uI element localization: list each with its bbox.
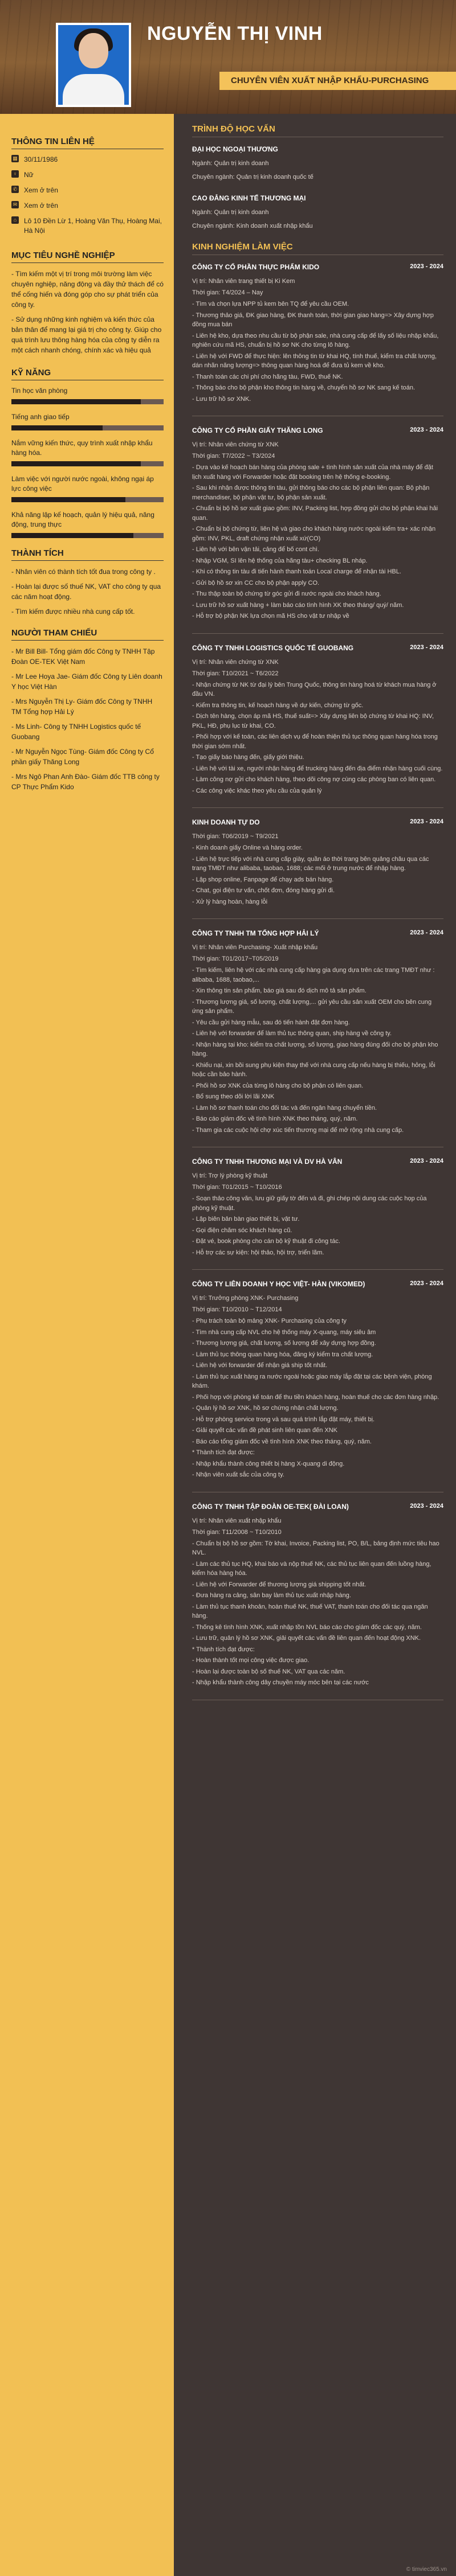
- job-duty: - Dịch tên hàng, chọn áp mã HS, thuế suất=> Xây dựng liên bộ chứng từ khai HQ: INV, PKL, HĐ, phụ lục từ khai, CO.: [192, 713, 434, 729]
- job-duties: [192, 463, 443, 621]
- job-duty: - Tìm và chọn lựa NPP tủ kem bên TQ để yêu cầu OEM.: [192, 301, 349, 307]
- job-header: [192, 929, 443, 937]
- skill-bar-fill: [11, 497, 125, 502]
- watermark: © timviec365.vn: [406, 2566, 447, 2573]
- gender-icon: ♀: [11, 170, 19, 178]
- job-duty: - Thu thập toàn bộ chứng từ góc gửi đi nước ngoài cho khách hàng.: [192, 590, 381, 597]
- job-header: [192, 644, 443, 652]
- job-duty: - Lưu trữ hồ sơ XNK.: [192, 395, 251, 403]
- school-name: CAO ĐẲNG KINH TẾ THƯƠNG MẠI: [192, 194, 306, 202]
- job-entry: [192, 1503, 443, 1700]
- calendar-icon: ▦: [11, 155, 19, 162]
- job-duty: - Hỗ trợ các sự kiện: hội thảo, hội trợ, triển lãm.: [192, 1249, 324, 1256]
- job-company: CÔNG TY CỔ PHẦN THỰC PHẨM KIDO: [192, 263, 320, 271]
- skill-bar-fill: [11, 533, 133, 538]
- email-icon: ✉: [11, 201, 19, 208]
- job-duty: - Thanh toán các chi phí cho hãng tàu, FWD, thuế NK.: [192, 373, 343, 380]
- job-time: Thời gian: T11/2008 ~ T10/2010: [192, 1528, 282, 1536]
- job-duty: * Thành tích đạt được:: [192, 1646, 255, 1653]
- job-entry: [192, 818, 443, 919]
- job-entry: [192, 1280, 443, 1492]
- job-duty: - Thống kê tình hình XNK, xuất nhập tồn NVL báo cáo cho giám đốc các quý, năm.: [192, 1623, 422, 1631]
- job-duties: [192, 1539, 443, 1688]
- job-duty: - Tìm kiếm, liên hệ với các nhà cung cấp hàng gia dụng dựa trên các trang TMĐT như : alibaba, 1688, taobao,...: [192, 967, 435, 983]
- job-duty: - Chuẩn bị bộ chứng từ, liên hệ và giao cho khách hàng nước ngoài kiểm tra+ xác nhận gồm: INV, PKL, draft chứng nhận xuất xứ(CO): [192, 526, 436, 542]
- achievements-title: THÀNH TÍCH: [11, 548, 164, 561]
- job-duty: - Lập shop online, Fanpage để chạy ads bán hàng.: [192, 876, 334, 883]
- objective-text: - Sử dụng những kinh nghiệm và kiến thức của bản thân để mang lại giá trị cho công ty. Giúp cho quá trình lưu thông hàng hóa của công ty diễn ra một cách nhanh chóng, chính xác và hiệu quả: [11, 315, 162, 354]
- references-title: NGƯỜI THAM CHIẾU: [11, 628, 164, 641]
- contact-text: Xem ở trên: [24, 202, 58, 210]
- job-duty: - Liên hệ với forwarder để nhận giá ship tốt nhất.: [192, 1362, 328, 1369]
- contact-phone[interactable]: [11, 186, 164, 195]
- photo-shirt: [63, 74, 124, 107]
- location-icon: ⌂: [11, 216, 19, 224]
- job-duty: - Làm thủ tục thông quan hàng hóa, đăng ký kiểm tra chất lượng.: [192, 1351, 373, 1358]
- contact-birthdate: [11, 155, 164, 165]
- job-duty: - Sau khi nhận được thông tin tàu, gửi thông báo cho các bộ phận liên quan: Bộ phận merchandiser, bộ phận vật tư, bộ phận sản xuất.: [192, 485, 430, 501]
- school-major: Ngành: Quản trị kinh doanh: [192, 160, 269, 167]
- education-title: TRÌNH ĐỘ HỌC VẤN: [192, 124, 443, 137]
- achievement-item: - Nhân viên có thành tích tốt đua trong công ty .: [11, 568, 156, 576]
- job-company: CÔNG TY TNHH THƯƠNG MẠI VÀ DV HÀ VÂN: [192, 1158, 343, 1166]
- job-duty: - Làm các thủ tục HQ, khai báo và nộp thuế NK, các thủ tục liên quan đến luồng hàng, kiểm hóa hàng hóa.: [192, 1560, 431, 1577]
- skill-bar-fill: [11, 399, 141, 404]
- job-duty: - Liên hệ với bên vận tải, cảng để bố cont chì.: [192, 546, 320, 553]
- job-entry: [192, 426, 443, 634]
- job-entry: [192, 263, 443, 416]
- job-duty: - Chuẩn bị bộ hồ sơ xuất giao gồm: INV, Packing list, hợp đồng gửi cho bộ phận khai hải quan.: [192, 505, 438, 522]
- job-duty: - Bổ sung theo dõi lời lãi XNK: [192, 1093, 275, 1100]
- job-duty: - Các công việc khác theo yêu cầu của quản lý: [192, 787, 322, 794]
- skill-bar-fill: [11, 425, 103, 430]
- job-role: Vị trí: Trưởng phòng XNK- Purchasing: [192, 1295, 299, 1302]
- reference-item: - Mrs Nguyễn Thị Ly- Giám đốc Công ty TNHH TM Tổng hợp Hải Lý: [11, 698, 153, 716]
- reference-item: - Ms Linh- Công ty TNHH Logistics quốc tế Guobang: [11, 723, 141, 741]
- job-time: Thời gian: T7/2022 ~ T3/2024: [192, 453, 275, 460]
- job-duty: - Liên hệ trực tiếp với nhà cung cấp giày, quần áo thời trang bên quảng châu qua các trang TMĐT như alibaba, taobao, 1688; các mối ở trung nước để nhập hàng.: [192, 855, 429, 872]
- right-column: [174, 114, 456, 2576]
- job-time: Thời gian: T10/2010 ~ T12/2014: [192, 1306, 282, 1313]
- job-duty: - Kiểm tra thông tin, kế hoạch hàng về dự kiến, chứng từ gốc.: [192, 702, 364, 709]
- job-role: Vị trí: Nhân viên trang thiết bị Ki Kem: [192, 278, 295, 285]
- job-duty: - Hỗ trợ bộ phận NK lựa chọn mã HS cho vật tư nhập về: [192, 613, 349, 620]
- job-duty: - Thương thảo giá, ĐK giao hàng, ĐK thanh toán, thời gian giao hàng=> Xây dựng hợp đồng mua bán: [192, 311, 434, 328]
- job-duty: - Liên hệ với forwarder để làm thủ tục thông quan, ship hàng về công ty.: [192, 1030, 392, 1037]
- job-duty: - Dựa vào kế hoạch bán hàng của phòng sale + tình hình sản xuất của nhà máy để đặt lịch xuất hàng với Forwarder hoặc đặt booking trên hệ thống e-booking.: [192, 464, 433, 481]
- job-entry: [192, 644, 443, 809]
- job-time: Thời gian: T01/2017~T05/2019: [192, 955, 279, 962]
- job-duty: - Liên hệ với FWD để thực hiện: lên thông tin từ khai HQ, tính thuế, kiểm tra chất lượng, dán nhãn năng lượng=> thông quan hàng hoá để đưa tủ kem về kho.: [192, 352, 437, 369]
- achievement-item: - Tìm kiếm được nhiều nhà cung cấp tốt.: [11, 608, 135, 616]
- job-duty: - Nhập khẩu thành công dây chuyền máy móc bên tại các nước: [192, 1679, 369, 1686]
- header: [0, 0, 456, 114]
- job-duty: - Lưu trữ hồ sơ xuất hàng + làm báo cáo tình hình XK theo tháng/ quý/ năm.: [192, 601, 404, 609]
- reference-item: - Mr Bill Bill- Tổng giám đốc Công ty TNHH Tập Đoàn OE-TEK Việt Nam: [11, 647, 155, 666]
- job-duty: - Lập biên bản bàn giao thiết bị, vật tư.: [192, 1216, 300, 1223]
- job-role: Vị trí: Trợ lý phòng kỹ thuật: [192, 1172, 267, 1179]
- job-duty: - Phụ trách toàn bộ mảng XNK- Purchasing của công ty: [192, 1318, 347, 1324]
- skills-title: KỸ NĂNG: [11, 368, 164, 380]
- job-dates: 2023 - 2024: [410, 1502, 443, 1509]
- job-company: CÔNG TY LIÊN DOANH Y HỌC VIỆT- HÀN (VIKOMED): [192, 1280, 365, 1288]
- job-duty: - Hỗ trợ phòng service trong và sau quá trình lắp đặt máy, thiết bị.: [192, 1416, 375, 1423]
- job-header: [192, 1503, 443, 1511]
- job-role: Vị trí: Nhân viên chứng từ XNK: [192, 658, 279, 666]
- job-dates: 2023 - 2024: [410, 1158, 443, 1164]
- skill-label: Khả năng lập kế hoạch, quản lý hiệu quả, năng động, trung thực: [11, 511, 154, 528]
- profile-photo: [56, 23, 131, 107]
- job-dates: 2023 - 2024: [410, 426, 443, 433]
- skill-label: Tiếng anh giao tiếp: [11, 413, 70, 421]
- contact-address: [11, 216, 164, 236]
- job-duty: - Hoàn lại được toàn bộ số thuế NK, VAT qua các năm.: [192, 1668, 345, 1675]
- job-header: [192, 263, 443, 271]
- school-program: Chuyên ngành: Quản trị kinh doanh quốc tế: [192, 174, 314, 181]
- achievement-item: - Hoàn lại được số thuế NK, VAT cho công ty qua các năm hoạt động.: [11, 583, 161, 601]
- school-program: Chuyên ngành: Kinh doanh xuất nhập khẩu: [192, 223, 313, 229]
- contact-text: Xem ở trên: [24, 186, 58, 194]
- contact-title: THÔNG TIN LIÊN HỆ: [11, 137, 164, 149]
- job-duty: - Thương lượng giá, số lượng, chất lượng,... gửi yêu cầu sản xuất OEM cho bên cung ứng sản phẩm.: [192, 998, 432, 1015]
- objective-text: - Tìm kiếm một vị trí trong môi trường làm việc chuyên nghiệp, năng động và đầy thử thách để có thể cống hiến và đóng góp cho sự phát triển của công ty.: [11, 270, 164, 309]
- contact-gender: [11, 170, 164, 180]
- job-dates: 2023 - 2024: [410, 1280, 443, 1287]
- job-duties: [192, 300, 443, 404]
- skill-bar: [11, 533, 164, 538]
- job-duty: - Liên hệ với tài xe, người nhận hàng để trucking hàng đến địa điểm nhận hàng cuối cùng.: [192, 765, 443, 772]
- contact-email[interactable]: [11, 201, 164, 211]
- job-header: [192, 426, 443, 434]
- job-duty: - Báo cáo giám đốc về tình hình XNK theo tháng, quý, năm.: [192, 1115, 358, 1122]
- job-duty: - Tìm nhà cung cấp NVL cho hệ thống máy X-quang, máy siêu âm: [192, 1328, 376, 1336]
- school-major: Ngành: Quản trị kinh doanh: [192, 209, 269, 216]
- job-duty: - Liên hệ kho, dựa theo nhu cầu từ bộ phận sale, nhà cung cấp để lấy số liệu nhập khẩu, nghiên cứu mã HS, chuẩn bị hồ sơ NK cho từng lô hàng.: [192, 332, 439, 348]
- job-duties: [192, 1194, 443, 1257]
- left-column: [0, 114, 174, 2576]
- job-role: Vị trí: Nhân viên xuất nhập khẩu: [192, 1517, 282, 1524]
- job-dates: 2023 - 2024: [410, 263, 443, 270]
- education-entry: [192, 145, 443, 181]
- job-duty: - Tạo giấy báo hàng đến, giấy giới thiệu.: [192, 754, 304, 761]
- skill-bar-fill: [11, 461, 141, 466]
- phone-icon: ✆: [11, 186, 19, 193]
- skill-item: [11, 386, 164, 404]
- job-dates: 2023 - 2024: [410, 818, 443, 825]
- skill-item: [11, 412, 164, 430]
- job-role: Vị trí: Nhân viên chứng từ XNK: [192, 441, 279, 448]
- skill-bar: [11, 497, 164, 502]
- reference-item: - Mr Nguyễn Ngọc Tùng- Giám đốc Công ty Cổ phần giấy Thăng Long: [11, 748, 154, 766]
- job-duty: - Chat, gọi điện tư vấn, chốt đơn, đóng hàng gửi đi.: [192, 887, 335, 894]
- skill-label: Tin học văn phòng: [11, 387, 68, 395]
- job-duty: - Đặt vé, book phòng cho cán bộ kỹ thuật đi công tác.: [192, 1238, 340, 1245]
- school-name: ĐẠI HỌC NGOẠI THƯƠNG: [192, 145, 278, 153]
- job-duty: - Hoàn thành tốt mọi công việc được giao.: [192, 1657, 310, 1664]
- reference-item: - Mr Lee Hoya Jae- Giám đốc Công ty Liên doanh Y học Việt Hàn: [11, 672, 162, 691]
- job-duty: - Liên hệ với Forwarder để thương lượng giá shipping tốt nhất.: [192, 1581, 367, 1588]
- job-duty: - Nhập VGM, SI lên hệ thống của hãng tàu+ checking BL nháp.: [192, 557, 368, 564]
- job-duty: - Nhận viên xuất sắc của công ty.: [192, 1471, 284, 1478]
- job-duty: - Nhập khẩu thành công thiết bị hàng X-quang di động.: [192, 1460, 345, 1467]
- job-list: [192, 263, 443, 1700]
- job-duties: [192, 966, 443, 1135]
- objective-title: MỤC TIÊU NGHỀ NGHIỆP: [11, 251, 164, 263]
- job-company: CÔNG TY TNHH TM TỔNG HỢP HẢI LÝ: [192, 929, 319, 937]
- job-duty: - Gọi điện chăm sóc khách hàng cũ.: [192, 1227, 292, 1234]
- job-duty: - Làm công nợ gửi cho khách hàng, theo dõi công nợ cùng các phòng ban có liên quan.: [192, 776, 436, 783]
- job-time: Thời gian: T4/2024 – Nay: [192, 289, 263, 296]
- job-header: [192, 1280, 443, 1288]
- job-duty: - Yêu cầu gửi hàng mẫu, sau đó tiến hành đặt đơn hàng.: [192, 1019, 350, 1026]
- job-dates: 2023 - 2024: [410, 929, 443, 936]
- job-duty: - Thông báo cho bộ phận kho thông tin hàng về, chuyển hồ sơ NK sang kế toán.: [192, 384, 416, 391]
- job-duty: - Giải quyết các vấn đề phát sinh liên quan đến XNK: [192, 1427, 337, 1434]
- education-entry: [192, 194, 443, 229]
- job-duty: - Đưa hàng ra cảng, sân bay làm thủ tục xuất nhập hàng.: [192, 1592, 351, 1599]
- contact-text: Nữ: [24, 171, 34, 179]
- job-duties: [192, 1316, 443, 1480]
- job-time: Thời gian: T10/2021 ~ T6/2022: [192, 670, 279, 677]
- job-company: CÔNG TY TNHH TẬP ĐOÀN OE-TEK( ĐÀI LOAN): [192, 1502, 349, 1511]
- job-duty: - Xin thông tin sản phẩm, báo giá sau đó dịch mô tả sản phẩm.: [192, 987, 367, 994]
- skill-item: [11, 510, 164, 538]
- skill-item: [11, 474, 164, 502]
- job-duty: - Xử lý hàng hoàn, hàng lỗi: [192, 898, 268, 905]
- job-entry: [192, 1158, 443, 1270]
- job-entry: [192, 929, 443, 1147]
- skill-bar: [11, 425, 164, 430]
- job-duty: - Gửi bộ hồ sơ xin CC cho bộ phận apply CO.: [192, 579, 320, 586]
- job-duty: - Tham gia các cuộc hội chợ xúc tiến thương mại để mở rộng nhà cung cấp.: [192, 1126, 404, 1134]
- experience-title: KINH NGHIỆM LÀM VIỆC: [192, 242, 443, 255]
- job-duty: - Phối hợp với phòng kế toán để thu tiền khách hàng, hoàn thuế cho các đơn hàng nhập.: [192, 1393, 439, 1401]
- job-duty: - Nhận hàng tại kho: kiểm tra chất lượng, số lượng, giao hàng đúng đối cho bộ phận kho hàng.: [192, 1041, 438, 1057]
- job-title: CHUYÊN VIÊN XUẤT NHẬP KHẨU-PURCHASING: [219, 72, 456, 90]
- job-duty: - Quản lý hồ sơ XNK, hồ sơ chứng nhận chất lượng.: [192, 1405, 339, 1412]
- job-header: [192, 818, 443, 826]
- job-duty: - Phối hồ sơ XNK của từng lô hàng cho bộ phận có liên quan.: [192, 1082, 364, 1089]
- job-header: [192, 1158, 443, 1166]
- job-role: Vị trí: Nhân viên Purchasing- Xuất nhập khẩu: [192, 944, 318, 951]
- job-time: Thời gian: T01/2015 ~ T10/2016: [192, 1184, 282, 1191]
- skill-label: Làm việc với người nước ngoài, không ngại áp lực công việc: [11, 475, 154, 493]
- job-duties: [192, 680, 443, 796]
- job-company: CÔNG TY TNHH LOGISTICS QUỐC TẾ GUOBANG: [192, 643, 354, 652]
- job-duty: - Kinh doanh giấy Online và hàng order.: [192, 844, 303, 851]
- contact-text: Lô 10 Đền Lừ 1, Hoàng Văn Thụ, Hoàng Mai, Hà Nội: [24, 217, 162, 235]
- skill-bar: [11, 461, 164, 466]
- job-duty: - Báo cáo tổng giám đốc về tình hình XNK theo tháng, quý, năm.: [192, 1438, 372, 1445]
- job-duty: - Chuẩn bị bộ hồ sơ gồm: Tờ khai, Invoice, Packing list, PO, B/L, bảng định mức tiêu hao NVL.: [192, 1540, 439, 1556]
- job-duty: - Khiếu nại, xin bồi sung phụ kiện thay thế với nhà cung cấp nếu hàng bị thiếu, hỏng, lỗi hoặc cần bảo hành.: [192, 1061, 435, 1078]
- skill-label: Nắm vững kiến thức, quy trình xuất nhập khẩu hàng hóa.: [11, 439, 153, 457]
- job-company: CÔNG TY CỔ PHẦN GIẤY THĂNG LONG: [192, 426, 323, 434]
- skill-bar: [11, 399, 164, 404]
- job-duty: - Thương lượng giá, chất lượng, số lượng để xây dựng hợp đồng.: [192, 1340, 376, 1347]
- job-dates: 2023 - 2024: [410, 643, 443, 651]
- job-duties: [192, 843, 443, 906]
- job-duty: * Thành tích đạt được:: [192, 1449, 255, 1456]
- candidate-name: NGUYỄN THỊ VINH: [147, 23, 323, 44]
- job-company: KINH DOANH TỰ DO: [192, 818, 260, 826]
- job-duty: - Lưu trữ, quản lý hồ sơ XNK, giải quyết các vấn đề liên quan đến hoạt động XNK.: [192, 1635, 421, 1642]
- job-duty: - Làm hồ sơ thanh toán cho đối tác và đến ngân hàng chuyển tiền.: [192, 1104, 377, 1111]
- job-duty: - Soạn thảo công văn, lưu giữ giấy tờ đến và đi, ghi chép nội dung các cuộc họp của phòng kỹ thuật.: [192, 1195, 427, 1212]
- job-duty: - Khi có thông tin tàu đi tiến hành thanh toán Local charge để nhận tài HBL.: [192, 568, 401, 575]
- job-duty: - Nhận chứng từ NK từ đại lý bên Trung Quốc, thông tin hàng hoá từ khách mua hàng ở đầu VN.: [192, 681, 437, 698]
- contact-text: 30/11/1986: [24, 155, 58, 163]
- reference-item: - Mrs Ngô Phan Anh Đào- Giám đốc TTB công ty CP Thực Phẩm Kido: [11, 773, 160, 791]
- job-duty: - Làm thủ tục thanh khoản, hoàn thuế NK, thuế VAT, thanh toán cho đối tác qua ngân hàng.: [192, 1603, 428, 1619]
- job-duty: - Phối hợp với kế toán, các liên dịch vụ để hoàn thiện thủ tục thông quan hàng hóa trong thời gian sớm nhất.: [192, 733, 438, 750]
- job-time: Thời gian: T06/2019 ~ T9/2021: [192, 833, 279, 840]
- photo-face: [79, 33, 108, 68]
- job-duty: - Làm thủ tục xuất hàng ra nước ngoài hoặc giao máy lắp đặt tại các bệnh viện, phòng khám.: [192, 1373, 432, 1389]
- skill-item: [11, 438, 164, 466]
